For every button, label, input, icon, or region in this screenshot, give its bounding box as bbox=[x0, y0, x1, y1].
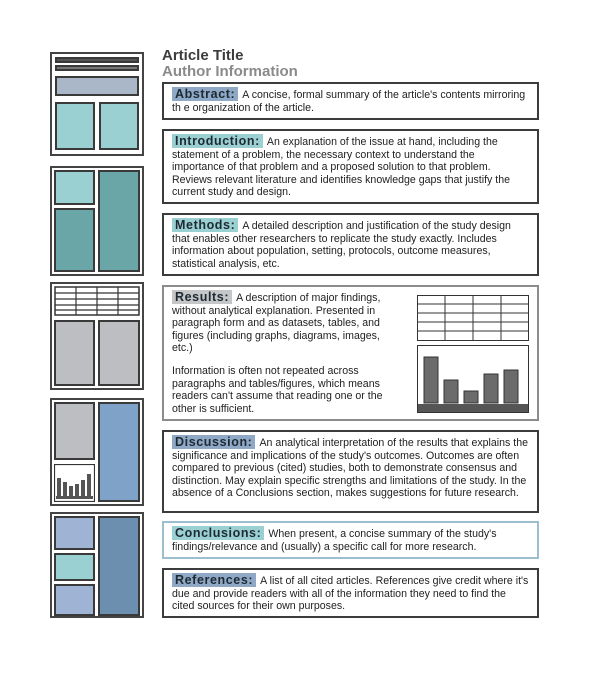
section-label: Abstract: bbox=[172, 87, 238, 101]
section-text: A list of all cited articles. References give credit where it's due and provide readers with all of the information they need to find the cited sources for their own purposes. bbox=[172, 575, 529, 613]
column-block bbox=[54, 170, 95, 205]
section-text: A concise, formal summary of the article's contents mirroring th e organization of the article. bbox=[172, 89, 526, 114]
introduction-section bbox=[162, 129, 539, 204]
section-text: A detailed description and justification of the study design that enables other researchers to replicate the study exactly. Includes information about population, setting, protocols, outcome measures, statistical analysis, etc. bbox=[172, 220, 511, 270]
section-label: Introduction: bbox=[172, 134, 263, 148]
section-text: An analytical interpretation of the results that explains the significance and implications of the study's outcomes. Outcomes are often compared to previous (cited) studies, both to demonstrate consensus and distinction. May explain specific strengths and limitations of the study. In the absence of a Conclusions section, makes suggestions for future research. bbox=[172, 437, 528, 500]
bar-chart-icon bbox=[54, 464, 95, 502]
thumbnail-page-3 bbox=[50, 282, 144, 390]
bar-chart-icon bbox=[417, 345, 529, 413]
section-label: Results: bbox=[172, 290, 232, 304]
section-text-2: Information is often not repeated across paragraphs and tables/figures, which means readers can't assume that reading one or the other is sufficient. bbox=[172, 364, 383, 415]
column-block bbox=[54, 208, 95, 272]
column-block bbox=[54, 516, 95, 550]
column-block bbox=[98, 516, 140, 616]
thumbnail-page-4 bbox=[50, 398, 144, 506]
column-block bbox=[54, 584, 95, 616]
thumbnail-page-1 bbox=[50, 52, 144, 156]
section-text: A description of major findings, without analytical explanation. Presented in paragraph form and as datasets, tables, and figures (including graphs, diagrams, images, etc.) bbox=[172, 292, 381, 355]
column-block bbox=[98, 402, 140, 502]
header-bar bbox=[55, 57, 139, 63]
abstract-section bbox=[162, 82, 539, 120]
section-text: An explanation of the issue at hand, including the statement of a problem, the necessary context to understand the importance of that problem and a proposed solution to that problem. Reviews relevant literature and identifies knowledge gaps that justify the current study and design. bbox=[172, 136, 511, 199]
section-label: Conclusions: bbox=[172, 526, 264, 540]
discussion-section bbox=[162, 430, 539, 513]
column-block bbox=[98, 170, 140, 272]
table-icon bbox=[54, 286, 140, 316]
section-label: Discussion: bbox=[172, 435, 255, 449]
references-section bbox=[162, 568, 539, 618]
conclusions-section bbox=[162, 521, 539, 559]
methods-section bbox=[162, 213, 539, 276]
thumbnail-page-5 bbox=[50, 512, 144, 618]
section-label: References: bbox=[172, 573, 256, 587]
section-label: Methods: bbox=[172, 218, 238, 232]
column-block bbox=[55, 102, 95, 150]
column-block bbox=[54, 320, 95, 386]
section-text: When present, a concise summary of the study's findings/relevance and (usually) a specific call for more research. bbox=[172, 528, 497, 553]
article-title: Article Title bbox=[162, 47, 244, 64]
column-block bbox=[54, 553, 95, 581]
thumbnail-page-2 bbox=[50, 166, 144, 276]
column-block bbox=[54, 402, 95, 460]
column-block bbox=[98, 320, 140, 386]
column-block bbox=[99, 102, 139, 150]
results-section bbox=[162, 285, 539, 421]
header-bar bbox=[55, 65, 139, 71]
abstract-block bbox=[55, 76, 139, 96]
author-information: Author Information bbox=[162, 63, 298, 80]
table-icon bbox=[417, 295, 529, 341]
